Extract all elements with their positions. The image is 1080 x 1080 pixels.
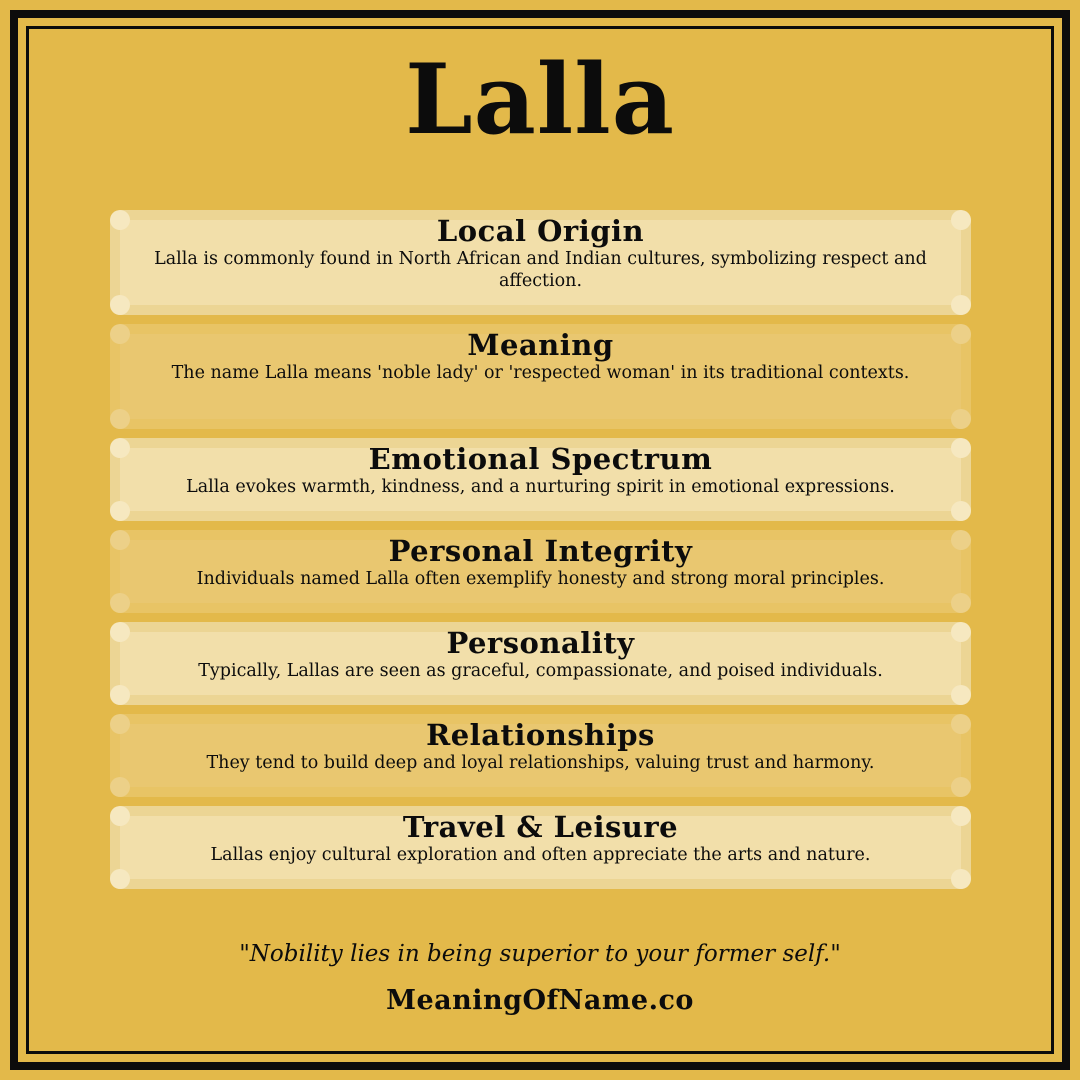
site-name: MeaningOfName.co <box>386 985 694 1016</box>
section-text: The name Lalla means 'noble lady' or 'respected woman' in its traditional contexts. <box>171 363 910 383</box>
section-text: Lalla is commonly found in North African and Indian cultures, symbolizing respect and affection. <box>154 249 927 291</box>
section-text: Lallas enjoy cultural exploration and often appreciate the arts and nature. <box>210 845 871 865</box>
section-card-meaning <box>110 324 971 429</box>
section-text: They tend to build deep and loyal relationships, valuing trust and harmony. <box>206 753 875 773</box>
section-heading: Emotional Spectrum <box>368 442 713 476</box>
section-card-personality <box>110 622 971 705</box>
section-text: Lalla evokes warmth, kindness, and a nurturing spirit in emotional expressions. <box>186 477 895 497</box>
section-heading: Local Origin <box>436 214 645 248</box>
section-heading: Personal Integrity <box>388 534 693 568</box>
section-card-local-origin <box>110 210 971 315</box>
section-text: Typically, Lallas are seen as graceful, compassionate, and poised individuals. <box>198 661 883 681</box>
section-card-travel-leisure <box>110 806 971 889</box>
section-heading: Personality <box>446 626 635 660</box>
page-title: Lalla <box>405 43 675 156</box>
section-card-emotional-spectrum <box>110 438 971 521</box>
section-heading: Meaning <box>467 328 614 362</box>
section-heading: Travel & Leisure <box>402 810 679 844</box>
section-heading: Relationships <box>426 718 655 752</box>
section-card-personal-integrity <box>110 530 971 613</box>
section-card-relationships <box>110 714 971 797</box>
section-text: Individuals named Lalla often exemplify honesty and strong moral principles. <box>196 569 885 589</box>
quote-text: "Nobility lies in being superior to your former self." <box>239 941 841 967</box>
